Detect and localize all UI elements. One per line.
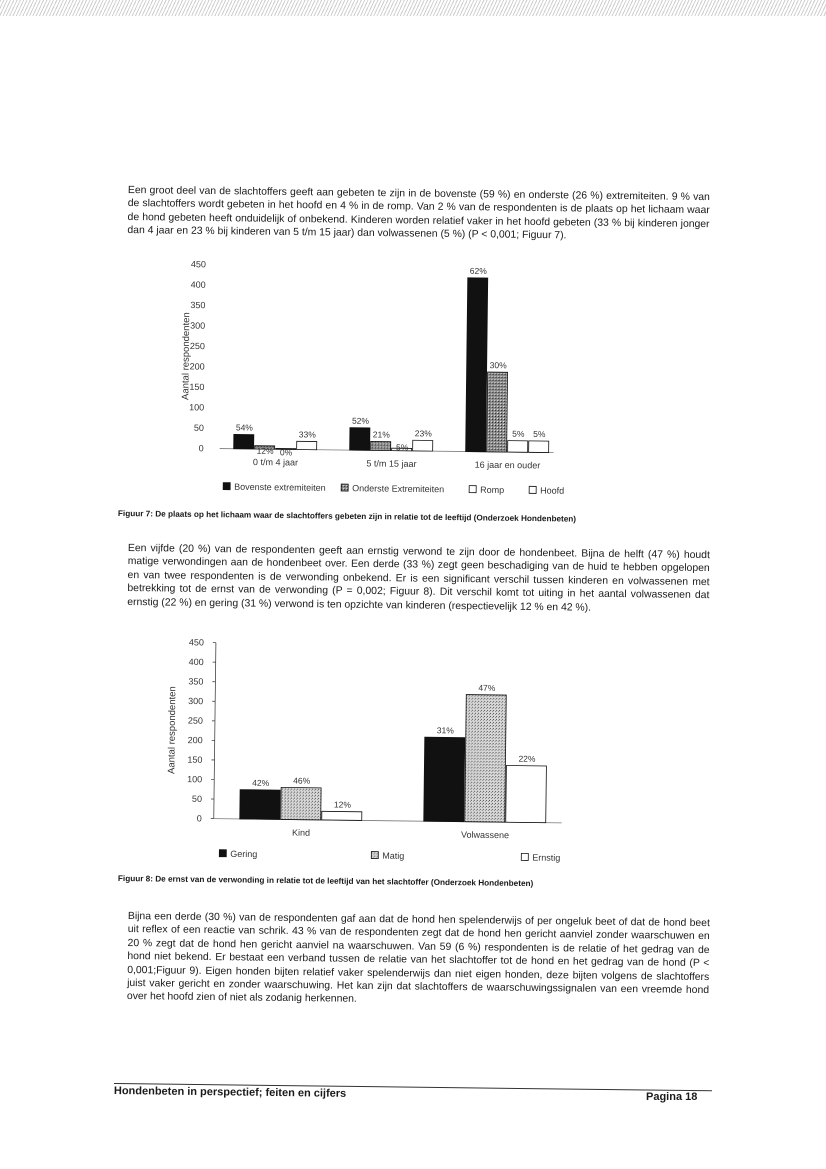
legend-swatch xyxy=(521,853,528,860)
legend-swatch xyxy=(371,852,378,859)
paragraph-body-location: Een groot deel van de slachtoffers geeft aan gebeten te zijn in de bovenste (59 %) en onderste (26 %) extremiteiten. 9 % van de slachtoffers wordt gebeten in het hoofd en 4 % in de romp. Van 2 % van de respondenten is de plaats op het lichaam waar de hond gebeten heeft onduidelijk of onbekend. Kinderen worden relatief vaker in het hoofd gebeten (33 % bij kinderen jonger dan 4 jaar en 23 % bij kinderen van 5 t/m 15 jaar) dan volwassenen (5 %) (P < 0,001; Figuur 7). xyxy=(127,184,710,242)
bar xyxy=(240,790,280,820)
data-label: 12% xyxy=(333,799,351,810)
data-label: 12% xyxy=(256,445,274,456)
paragraph-wound-severity: Een vijfde (20 %) van de respondenten geeft aan ernstig verwond te zijn door de hondenbeet. Bijna de helft (47 %) houdt matige verwondingen aan de hondenbeet over. Een derde (33 %) zegt geen beschadiging van de huid te hebben opgelopen en van twee respondenten is de verwonding onbekend. Er is een significant verschil tussen kinderen en volwassenen met betrekking tot de ernst van de verwonding (P = 0,002; Figuur 8). Dit verschil komt tot uiting in het aantal volwassenen dat ernstig (22 %) en gering (31 %) verwond is ten opzichte van kinderen (respectievelijk 12 % en 42 %). xyxy=(127,542,710,614)
legend-label: Romp xyxy=(480,484,505,496)
legend-label: Matig xyxy=(382,850,405,861)
data-label: 30% xyxy=(489,360,507,371)
bar xyxy=(297,441,317,449)
y-tick-label: 0 xyxy=(198,443,204,454)
category-label: 0 t/m 4 jaar xyxy=(252,456,299,468)
data-label: 46% xyxy=(293,775,311,786)
y-tick-label: 250 xyxy=(189,340,205,352)
y-tick-label: 100 xyxy=(189,402,205,413)
legend-label: Bovenste extremiteiten xyxy=(234,481,326,493)
data-label: 62% xyxy=(469,265,487,277)
bar xyxy=(350,428,370,451)
legend-swatch xyxy=(529,486,536,493)
y-axis-line xyxy=(214,643,216,819)
legend-label: Ernstig xyxy=(532,852,561,863)
legend-label: Onderste Extremiteiten xyxy=(352,483,445,495)
data-label: 22% xyxy=(518,753,536,764)
category-label: 16 jaar en ouder xyxy=(474,459,541,471)
y-tick-label: 100 xyxy=(187,774,203,785)
figure-8-caption: Figuur 8: De ernst van de verwonding in relatie tot de leeftijd van het slachtoffer (Onderzoek Hondenbeten) xyxy=(117,874,534,889)
y-tick-label: 200 xyxy=(189,361,205,372)
paragraph-dog-behaviour: Bijna een derde (30 %) van de respondenten gaf aan dat de hond hen spelenderwijs of per ongeluk beet of dat de hond beet uit reflex of een reactie van schrik. 43 % van de respondenten zegt dat de hond hen gericht aanviel zonder waarschuwen en 20 % zegt dat de hond hen gericht aanviel na waarschuwen. Van 59 (6 %) respondenten is de relatie of het gedrag van de hond niet bekend. Er bestaat een verband tussen de relatie van het slachtoffer tot de hond en het gedrag van de hond (P < 0,001;Figuur 9). Eigen honden bijten relatief vaker spelenderwijs dan niet eigen honden, deze bijten volgens de slachtoffers juist vaker gericht en zonder waarschuwing. Het kan zijn dat slachtoffers de waarschuwingssignalen van een vreemde hond over het hoofd zien of niet als zodanig herkennen. xyxy=(126,910,710,1006)
y-tick-label: 0 xyxy=(196,813,202,824)
y-tick-label: 50 xyxy=(191,793,203,804)
y-tick-label: 400 xyxy=(188,656,204,668)
category-label: 5 t/m 15 jaar xyxy=(366,458,417,469)
chart-figure-8 xyxy=(161,634,604,871)
data-label: 42% xyxy=(252,777,270,788)
bar xyxy=(281,787,321,820)
bar xyxy=(424,737,465,822)
bar xyxy=(234,434,254,449)
data-label: 5% xyxy=(395,442,409,453)
y-tick-label: 450 xyxy=(190,259,206,270)
y-axis-label: Aantal respondenten xyxy=(166,686,179,775)
bar xyxy=(466,278,488,452)
y-tick-label: 300 xyxy=(188,695,204,707)
bar xyxy=(322,811,362,820)
y-axis-label: Aantal respondenten xyxy=(180,312,193,401)
category-label: Kind xyxy=(292,827,311,838)
data-label: 54% xyxy=(235,422,253,433)
y-tick-label: 450 xyxy=(188,637,204,648)
scan-edge-artifact xyxy=(0,0,826,16)
legend-swatch xyxy=(341,484,348,491)
bar xyxy=(506,765,547,822)
data-label: 52% xyxy=(351,415,370,426)
category-label: Volwassene xyxy=(460,829,510,841)
y-tick-label: 200 xyxy=(187,735,203,746)
y-tick-label: 150 xyxy=(189,381,205,393)
legend-swatch xyxy=(219,850,226,857)
legend-label: Gering xyxy=(230,848,258,860)
y-tick-label: 300 xyxy=(190,320,206,331)
data-label: 5% xyxy=(533,428,546,440)
data-label: 0% xyxy=(279,447,293,458)
data-label: 47% xyxy=(478,682,496,693)
y-tick-label: 150 xyxy=(187,754,203,765)
bar xyxy=(465,695,507,823)
page-number: Pagina 18 xyxy=(646,1091,698,1103)
bar xyxy=(487,372,508,452)
data-label: 33% xyxy=(298,429,316,440)
y-tick-label: 50 xyxy=(193,422,204,433)
y-tick-label: 350 xyxy=(190,300,206,311)
legend-swatch xyxy=(469,486,476,493)
footer-title: Hondenbeten in perspectief; feiten en cijfers xyxy=(113,1085,347,1100)
legend-swatch xyxy=(223,483,230,490)
y-tick-label: 350 xyxy=(188,676,204,687)
figure-7-caption: Figuur 7: De plaats op het lichaam waar de slachtoffers gebeten zijn in relatie tot de leeftijd (Onderzoek Hondenbeten) xyxy=(117,509,577,524)
data-label: 31% xyxy=(436,725,454,736)
data-label: 23% xyxy=(414,428,432,439)
bar xyxy=(508,441,528,453)
bar xyxy=(371,441,391,450)
data-label: 5% xyxy=(512,428,525,439)
bar xyxy=(413,440,433,451)
legend-label: Hoofd xyxy=(540,485,565,496)
y-tick-label: 250 xyxy=(187,715,204,726)
bar xyxy=(529,441,549,453)
chart-figure-7 xyxy=(173,256,596,509)
y-tick-label: 400 xyxy=(190,279,206,290)
data-label: 21% xyxy=(372,429,390,440)
